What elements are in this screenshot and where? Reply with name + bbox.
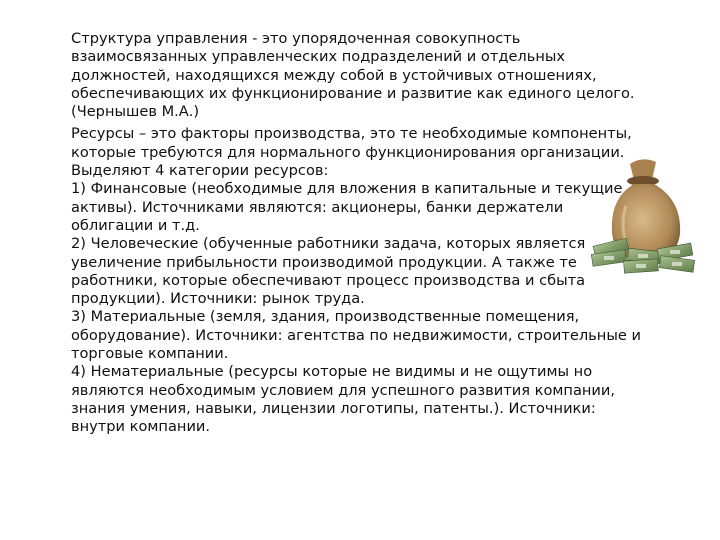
slide-text: [71, 30, 646, 437]
resources-definition: [71, 125, 646, 162]
category-financial: 1) Финансовые (необходимые для вложения в капитальные и текущие активы). Источниками являются: акционеры, банки держатели облигации и т.д.: [71, 180, 623, 234]
structure-definition-body: - это упорядоченная совокупность взаимосвязанных управленческих подразделений и отдельных должностей, находящихся между собой в устойчивых отношениях, обеспечивающих их функционирование и развитие как единого целого. (Чернышев М.А.): [71, 30, 635, 121]
categories-intro: Выделяют 4 категории ресурсов:: [71, 162, 329, 180]
resource-categories: [71, 180, 646, 436]
resources-definition-body: – это факторы производства, это те необходимые компоненты, которые требуются для нормального функционирования организации.: [71, 125, 632, 161]
term-structure: Структура управления: [71, 30, 248, 47]
category-human: 2) Человеческие (обученные работники задача, которых является увеличение прибыльности производимой продукции. А также те работники, которые обеспечивают процесс производства и сбыта продукции). Источники: рынок труда.: [71, 235, 586, 308]
money-bag-icon: [584, 146, 702, 278]
category-material: 3) Материальные (земля, здания, производственные помещения, оборудование). Источники: агентства по недвижимости, строительные и торговые компании.: [71, 308, 641, 363]
term-resources: Ресурсы: [71, 125, 135, 143]
category-intangible: 4) Нематериальные (ресурсы которые не видимы и не ощутимы но являются необходимым условием для успешного развития компании, знания умения, навыки, лицензии логотипы, патенты.). Источники: внутри компании.: [71, 363, 616, 436]
structure-definition: [71, 30, 646, 121]
